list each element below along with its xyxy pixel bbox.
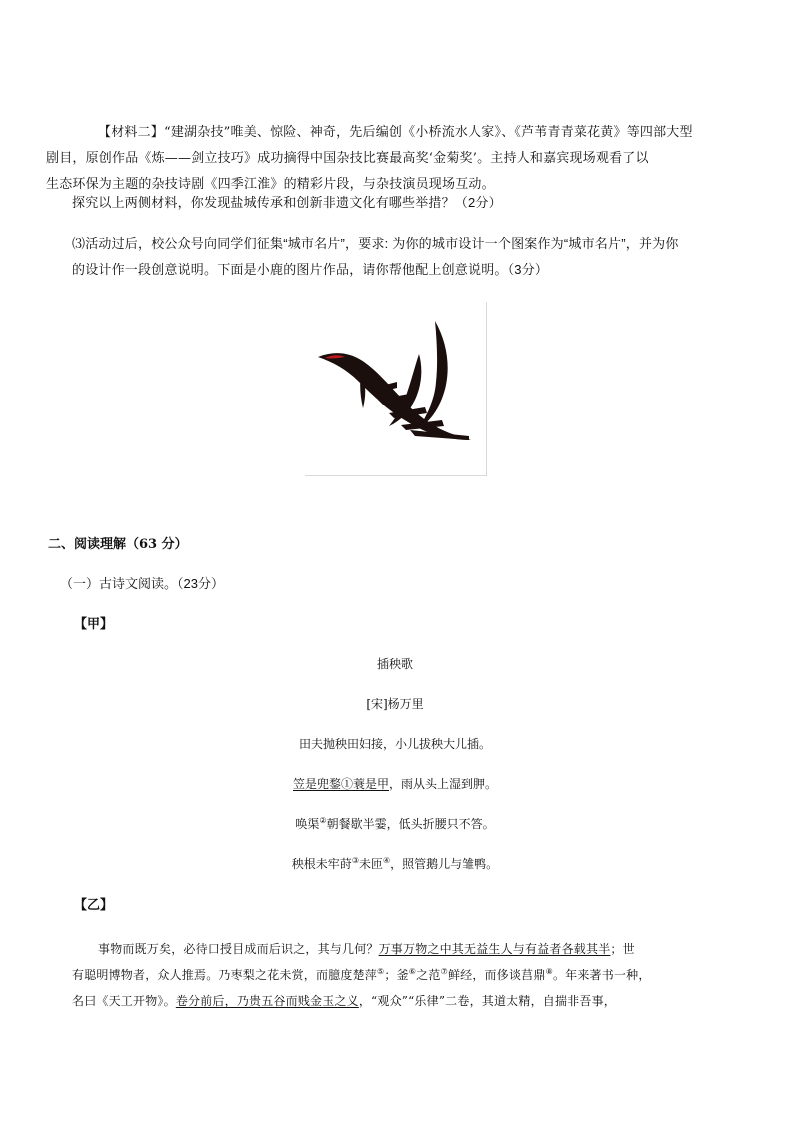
prose-line-1-start: 事物而既万矣，必待口授目成而后识之，其与几何？ [98,942,379,956]
material-two-line-2: 剧目，原创作品《炼——剑立技巧》成功摘得中国杂技比赛最高奖‘金菊奖’。主持人和嘉宾现场观看了以 [46,151,649,166]
prose-line-3-start: 名曰《天工开物》。 [72,994,176,1008]
poem-line-3-start: 唤渠 [295,817,320,831]
prose-note-8-marker: ⑧ [545,967,553,976]
ancient-reading-heading: （一）古诗文阅读。（23分） [60,576,224,591]
material-two-paragraph [46,120,722,198]
prose-line-3-underlined: 卷分前后，乃贵五谷而贱金玉之义 [175,994,359,1008]
poem-note-2-marker: ② [319,816,327,825]
prose-passage [72,936,722,1014]
poem-line-3-end: 朝餐歇半霎，低头折腰只不答。 [326,817,495,831]
poem-line-2 [210,774,580,794]
poem-line-4-end: ，照管鹅儿与雏鸭。 [390,857,499,871]
explore-question: 探究以上两侧材料，你发现盐城传承和创新非遗文化有哪些举措？（2分） [72,195,502,210]
poem-line-4 [210,854,580,874]
poem-line-4-middle: 未匝 [358,857,383,871]
crane-bird-logo-icon [305,302,487,476]
prose-line-3 [72,988,722,1014]
prose-line-2-part-b: ；釜 [384,968,409,982]
question-three [72,231,722,283]
prose-line-2-part-a: 有聪明博物者，众人推焉。乃枣梨之花未赏，而臆度楚萍 [72,968,378,982]
prose-line-2-part-c: 之范 [416,968,441,982]
passage-jia-label: 【甲】 [74,617,114,632]
poem-line-1: 田夫抛秧田妇接，小儿拔秧大儿插。 [298,737,491,751]
material-two-line-3: 生态环保为主题的杂技诗剧《四季江淮》的精彩片段，与杂技演员现场互动。 [46,177,495,192]
prose-note-6-marker: ⑥ [408,967,417,976]
prose-line-1-end: ；世 [610,942,635,956]
question-three-line-2: 的设计作一段创意说明。下面是小鹿的图片作品，请你帮他配上创意说明。（3分） [72,262,549,277]
city-card-image [305,302,487,476]
prose-note-7-marker: ⑦ [440,967,448,976]
prose-line-2 [72,962,722,988]
poem-note-3-marker: ③ [351,856,359,865]
section-two-title: 二、阅读理解（63 分） [48,537,188,552]
prose-line-2-part-d: 鲜经，而侈谈莒鼎 [447,968,546,982]
passage-yi-label: 【乙】 [74,898,114,913]
material-two-line-1: 【材料二】“建湖杂技”唯美、惊险、神奇，先后编创《小桥流水人家》、《芦苇青青菜花黄》等四部大型 [98,125,693,140]
question-three-line-1: ⑶活动过后，校公众号向同学们征集“城市名片”，要求: 为你的城市设计一个图案作为“城市名片”，并为你 [72,236,679,251]
poem-line-2-underlined: 笠是兜鍪①蓑是甲 [292,777,389,791]
poem-line-4-start: 秧根未牢莳 [291,857,352,871]
prose-line-3-end: ，“观众”“乐律”二卷，其道太精，自揣非吾事， [358,994,616,1008]
poem-note-4-marker: ④ [383,856,391,865]
poem-author: [宋]杨万里 [366,697,424,711]
poem-line-2-rest: ，雨从头上湿到胛。 [389,777,498,791]
prose-line-2-part-e: 。年来著书一种， [552,968,651,982]
prose-line-1 [72,936,722,962]
prose-note-5-marker: ⑤ [377,967,385,976]
poem-line-3 [210,814,580,834]
prose-line-1-underlined: 万事万物之中其无益生人与有益者各载其半 [378,942,611,956]
poem-title: 插秧歌 [376,657,413,671]
